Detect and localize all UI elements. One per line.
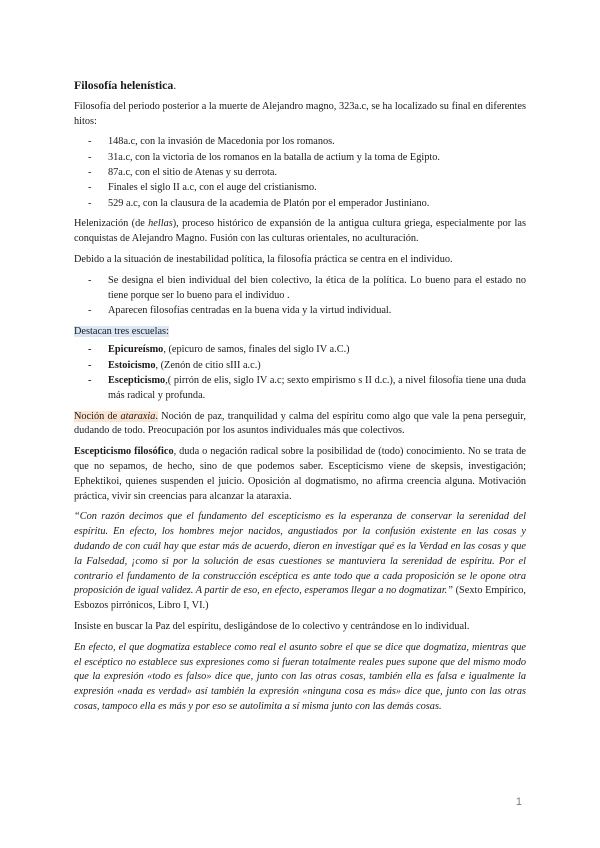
schools-list [74,343,526,403]
list-item [74,304,526,319]
quote-sexto-empirico [74,510,526,614]
ataraxia-label-pre: Noción de [74,410,121,422]
school-name: Epicureísmo [108,344,164,356]
bullet-dash: - [88,151,92,163]
title-dot: . [173,78,177,92]
escepticismo-label: Escepticismo filosófico [74,446,174,458]
ataraxia-label-post: . [155,410,158,422]
schools-heading-text: Destacan tres escuelas: [74,325,169,337]
insiste-paragraph: Insiste en buscar la Paz del espíritu, desligándose de lo colectivo y centrándose en lo individual. [74,621,470,632]
bullet-dash: - [88,166,92,178]
bullet-dash: - [88,182,92,194]
list-item [74,135,526,150]
school-desc: , (Zenón de citio sIII a.c.) [155,359,261,371]
document-body [74,78,526,721]
list-item-text: 148a.c, con la invasión de Macedonia por los romanos. [108,136,335,148]
ataraxia-text: Noción de paz, tranquilidad y calma del espíritu como algo que vale la pena perseguir, dudando de todo. Preocupación por los asuntos individuales más que colectivos. [74,410,526,437]
ataraxia-term: ataraxia [120,410,156,422]
milestones-list [74,135,526,211]
quote-citation: (Sexto Empírico, Esbozos pirrónicos, Libro I, VI.) [74,585,526,612]
intro-paragraph: Filosofía del periodo posterior a la muerte de Alejandro magno, 323a.c, se ha localizado su final en diferentes hitos: [74,100,526,127]
helenizacion-term: hellas [148,218,173,230]
escepticismo-paragraph [74,445,526,504]
list-item-text: 529 a.c, con la clausura de la academia de Platón por el emperador Justiniano. [108,197,430,209]
list-item-text: Aparecen filosofías centradas en la buena vida y la virtud individual. [108,304,392,316]
list-item [74,359,526,374]
list-item [74,197,526,212]
schools-heading [74,325,526,340]
bullet-dash: - [88,375,92,387]
school-desc: ,( pirrón de elis, siglo IV a.c; sexto empirismo s II d.c.), a nivel filosofía tiene una duda más radical y profunda. [108,375,526,401]
escepticismo-text: , duda o negación radical sobre la posibilidad de (todo) conocimiento. No se trata de que no sepamos, de hecho, sino de que podemos saber. Escepticismo viene de skepsis, investigación; Ephektikoi, quienes suspenden el juicio. Oposición al dogmatismo, no afirma creencia alguna. Motivación práctica, vivir sin creencias para alcanzar la ataraxia. [74,446,526,502]
bullet-dash: - [88,274,92,286]
debido-paragraph: Debido a la situación de inestabilidad política, la filosofía práctica se centra en el individuo. [74,253,453,265]
school-name: Escepticismo [108,375,166,387]
helenizacion-post: ), proceso histórico de expansión de la antigua cultura griega, especialmente por las conquistas de Alejandro Magno. Fusión con las culturas orientales, no aculturación. [74,218,526,245]
page-number: 1 [515,796,522,808]
bullet-dash: - [88,136,92,148]
list-item [74,274,526,304]
list-item-text: 87a.c, con el sitio de Atenas y su derrota. [108,166,277,178]
list-item-text: Finales el siglo II a.c, con el auge del cristianismo. [108,182,317,194]
quote-text: “Con razón decimos que el fundamento del escepticismo es la esperanza de conservar la serenidad del espíritu. En efecto, los hombres mejor nacidos, angustiados por la confusión existente en las cosas y dudando de con cuál hay que estar más de acuerdo, dieron en investigar qué es la Verdad en las cosas y que la Falsedad, ¡como si por la solución de esas cuestiones se mantuviera la serenidad de espíritu. Por el contrario el fundamento de la construcción escéptica es ante todo que a cada proposición se le opone otra proposición de igual validez. A partir de eso, en efecto, esperamos llegar a no dogmatizar.” [74,511,526,597]
page-title [74,78,526,93]
list-item [74,374,526,404]
list-item [74,166,526,181]
list-item [74,151,526,166]
helenizacion-pre: Helenización (de [74,218,149,230]
school-desc: , (epicuro de samos, finales del siglo IV a.C.) [163,344,350,356]
list-item-text: 31a.c, con la victoria de los romanos en la batalla de actium y la toma de Egipto. [108,151,440,163]
list-item [74,343,526,358]
ataraxia-label [74,411,158,422]
ataraxia-paragraph [74,410,526,440]
bullet-dash: - [88,344,92,356]
bullet-dash: - [88,197,92,209]
title-text: Filosofía helenística [74,78,174,92]
bullet-dash: - [88,359,92,371]
list-item-text: Se designa el bien individual del bien colectivo, la ética de la política. Lo bueno para el estado no tiene porque ser lo bueno para el individuo . [108,274,526,301]
school-name: Estoicismo [108,359,156,371]
points-list [74,274,526,319]
list-item [74,181,526,196]
quote-dogmatiza: En efecto, el que dogmatiza establece como real el asunto sobre el que se dice que dogmatiza, mientras que el escéptico no establece sus expresiones como si fueran totalmente reales pues supone que del mismo modo que la expresión «todo es falso» dice que, junto con las otras cosas, también ella es falsa e igualmente la expresión «nada es verdad» así también la expresión «ninguna cosa es más» dice que, junto con las otras cosas, tampoco ella es más y por eso se autolimita a sí misma junto con las demás cosas. [74,641,526,712]
helenizacion-paragraph [74,217,526,247]
bullet-dash: - [88,304,92,316]
